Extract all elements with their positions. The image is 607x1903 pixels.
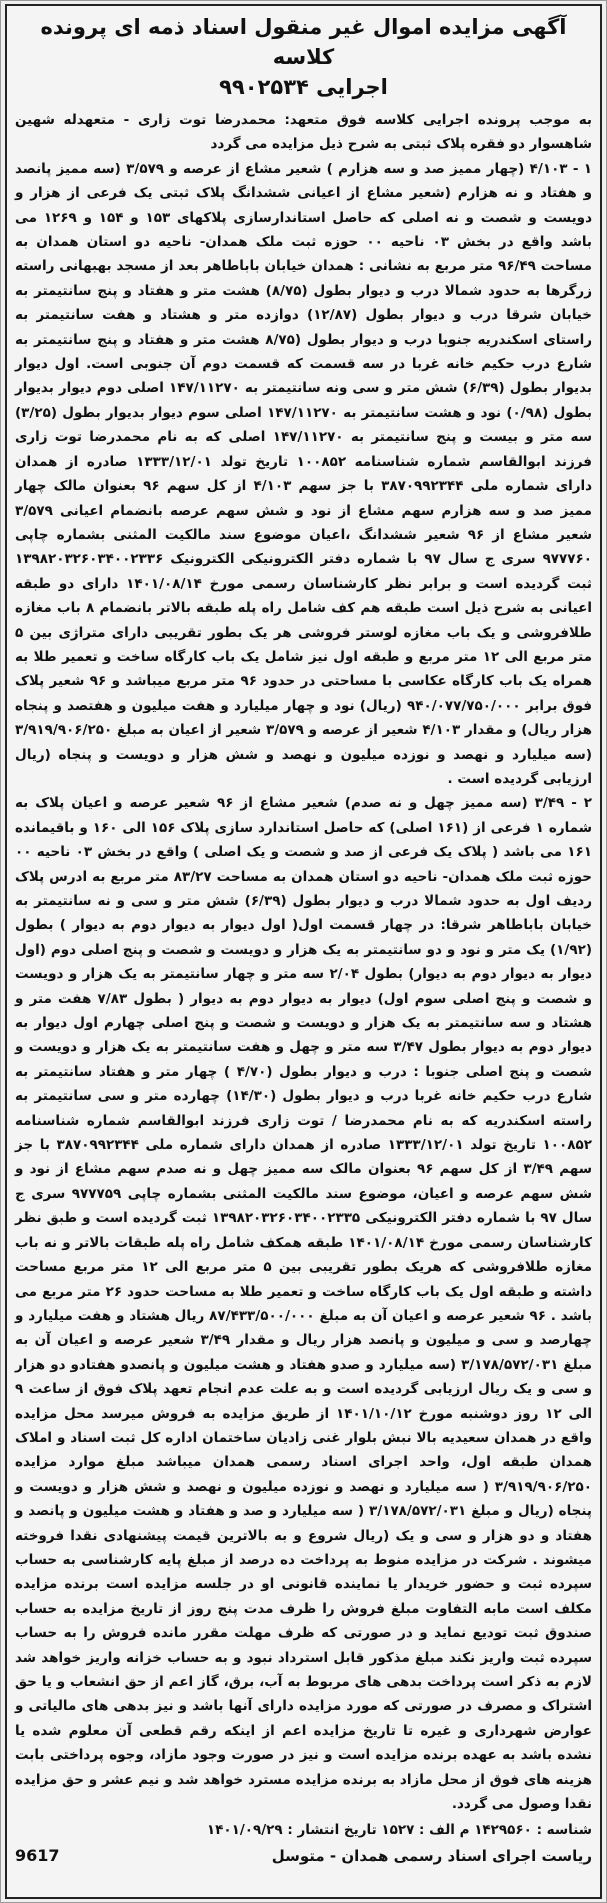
title-line-1: آگهی مزایده اموال غیر منقول اسناد ذمه ای پرونده کلاسه [40, 15, 567, 69]
signature: ریاست اجرای اسناد رسمی همدان - متوسل [271, 1846, 592, 1865]
auction-notice [5, 4, 602, 1899]
notice-body [15, 108, 592, 1816]
notice-title [15, 12, 592, 102]
clipping-code: 9617 [15, 1845, 60, 1865]
property-1-paragraph: ۱ - ۴/۱۰۳ (چهار ممیز صد و سه هزارم ) شعیر مشاع از عرصه و ۳/۵۷۹ (سه ممیز پانصد و هفتاد و نه هزارم (شعیر مشاع از اعیانی ششدانگ پلاک ثبتی یک فرعی از هزار و دویست و شصت و نه اصلی که حاصل استاندارسازی پلاکهای ۱۵۳ و ۱۵۴ و ۱۲۶۹ می باشد واقع در بخش ۰۳ ناحیه ۰۰ حوزه ثبت ملک همدان- ناحیه دو استان همدان به مساحت ۹۶/۴۹ متر مربع به نشانی : همدان خیابان باباطاهر بعد از مسجد بهبهانی راسته زرگرها به حدود شمالا درب و دیوار بطول (۸/۷۵) هشت متر و هفتاد و پنج سانتیمتر به خیابان شرقا درب و دیوار بطول (۱۲/۸۷) دوازده متر و هشتاد و هفت سانتیمتر به راستای اسکندریه جنوبا درب و دیوار بطول (۸/۷۵ هشت متر و هفتاد و پنج سانتیمتر به شارع درب حکیم خانه غربا در سه قسمت که قسمت دوم آن جنوبی است. اول دیوار بدیوار بطول (۶/۳۹) شش متر و سی ونه سانتیمتر به ۱۴۷/۱۱۲۷۰ اصلی دوم دیوار بدیوار بطول (۰/۹۸) نود و هشت سانتیمتر به ۱۴۷/۱۱۲۷۰ اصلی سوم دیوار بدیوار بطول (۳/۲۵) سه متر و بیست و پنج سانتیمتر به ۱۴۷/۱۱۲۷۰ اصلی که به نام محمدرضا توت زاری فرزند ابوالقاسم شماره شناسنامه ۱۰۰۸۵۲ تاریخ تولد ۱۳۳۳/۱۲/۰۱ صادره از همدان دارای شماره ملی ۳۸۷۰۹۹۲۳۴۴ با جز سهم ۴/۱۰۳ از کل سهم ۹۶ بعنوان مالک چهار ممیز صد و سه هزارم سهم مشاع از نود و شش سهم عرصه بانضمام اعیانی ۳/۵۷۹ شعیر مشاع از ۹۶ شعیر ششدانگ ،اعیان موضوع سند مالکیت المثنی بشماره چاپی ۹۷۷۷۶۰ سری ج سال ۹۷ با شماره دفتر الکترونیکی الکترونیک ۱۳۹۸۲۰۳۲۶۰۳۴۰۰۲۳۳۶ ثبت گردیده است و برابر نظر کارشناسان رسمی مورخ ۱۴۰۱/۰۸/۱۴ دارای دو طبقه اعیانی به شرح ذیل است طبقه هم کف شامل راه پله طبقه بالاتر بانضمام ۸ باب مغازه طلافروشی و یک باب مغازه لوستر فروشی هر یک بطور تقریبی دارای متراژی بین ۵ متر مربع الی ۱۲ متر مربع و طبقه اول نیز شامل یک باب کارگاه ساخت و تعمیر طلا به همراه یک باب کارگاه عکاسی با مساحتی در حدود ۹۶ متر مربع میباشد و ۹۶ شعیر پلاک فوق برابر ۹۴۰/۰۷۷/۷۵۰/۰۰۰ (ریال) نود و چهار میلیارد و هفت میلیون و هفتصد و پنجاه هزار ریال) و مقدار ۴/۱۰۳ شعیر از عرصه و ۳/۵۷۹ شعیر از اعیان به مبلغ ۳/۹۱۹/۹۰۶/۲۵۰ (سه میلیارد و نهصد و نوزده میلیون و نهصد و شش هزار و دویست و پنجاه (ریال ارزیابی گردیده است . [15, 160, 593, 787]
title-line-2: اجرایی ۹۹۰۲۵۳۴ [219, 75, 388, 99]
intro-paragraph: به موجب پرونده اجرایی کلاسه فوق متعهد: محمدرضا توت زاری - متعهدله شهین شاهسوار دو فقره پلاک ثبتی به شرح ذیل مزایده می گردد [15, 112, 592, 153]
notice-footer [15, 1818, 592, 1868]
signature-row [15, 1843, 592, 1869]
property-2-paragraph: ۲ - ۳/۴۹ (سه ممیز چهل و نه صدم) شعیر مشاع از ۹۶ شعیر عرصه و اعیان پلاک به شماره ۱ فرعی از (۱۶۱ اصلی) که حاصل استاندارد سازی پلاک ۱۵۶ الی ۱۶۰ و باقیمانده ۱۶۱ می باشد ( پلاک یک فرعی از صد و شصت و یک اصلی ) واقع در بخش ۰۳ ناحیه ۰۰ حوزه ثبت ملک همدان- ناحیه دو استان همدان به مساحت ۸۳/۲۷ متر مربع به ادرس پلاک ردیف اول به حدود شمالا درب و دیوار بطول (۶/۳۹) شش متر و سی و نه سانتیمتر به خیابان باباطاهر شرقا: در چهار قسمت اول( اول دیوار به دیوار دوم به دیوار ) بطول (۱/۹۲) یک متر و نود و دو سانتیمتر به یک هزار و دویست و شصت و پنج اصلی دوم (اول دیوار به دیوار دوم به دیوار) بطول ۲/۰۴ سه متر و چهار سانتیمتر به یک هزار و دویست و شصت و پنج اصلی سوم اول) دیوار به دیوار دوم به دیوار ( بطول ۷/۸۳ هفت متر و هشتاد و سه سانتیمتر به یک هزار و دویست و شصت و پنج اصلی چهارم اول دیوار به دیوار دوم به دیوار بطول ۳/۴۷ سه متر و چهل و هفت سانتیمتر به یک هزار و دویست و شصت و پنج اصلی جنوبا : درب و دیوار بطول (۴/۷۰ ) چهار متر و هفتاد سانتیمتر به شارع درب حکیم خانه غربا درب و دیوار بطول (۱۴/۳۰) چهارده متر و سی سانتیمتر به راسته اسکندریه که به نام محمدرضا / توت زاری فرزند ابوالقاسم شماره شناسنامه ۱۰۰۸۵۲ تاریخ تولد ۱۳۳۳/۱۲/۰۱ صادره از همدان دارای شماره ملی ۳۸۷۰۹۹۲۳۴۴ با جز سهم ۳/۴۹ از کل سهم ۹۶ بعنوان مالک سه ممیز چهل و نه صدم سهم مشاع از نود و شش سهم عرصه و اعیان، موضوع سند مالکیت المثنی بشماره چاپی ۹۷۷۷۵۹ سری ج سال ۹۷ با شماره دفتر الکترونیکی ۱۳۹۸۲۰۳۲۶۰۳۴۰۰۲۳۳۵ ثبت گردیده است و طبق نظر کارشناسان رسمی مورخ ۱۴۰۱/۰۸/۱۴ طبقه همکف شامل راه پله طبقات بالاتر و نه باب مغازه طلافروشی که هریک بطور تقریبی بین ۵ متر مربع الی ۱۲ متر مربع مساحت داشته و طبقه اول یک باب کارگاه ساخت و تعمیر طلا به مساحت حدود ۲۶ متر مربع می باشد . ۹۶ شعیر عرصه و اعیان آن به مبلغ ۸۷/۴۳۳/۵۰۰/۰۰۰ ریال هشتاد و هفت میلیارد و چهارصد و سی و میلیون و پانصد هزار ریال و مقدار ۳/۴۹ شعیر عرصه و اعیان آن به مبلغ ۳/۱۷۸/۵۷۲/۰۳۱ (سه میلیارد و صدو هفتاد و هشت میلیون و پانصدو هفتادو دو هزار و سی و یک ریال ارزیابی گردیده است و به علت عدم انجام تعهد پلاک فوق از ساعت ۹ الی ۱۲ روز دوشنبه مورخ ۱۴۰۱/۱۰/۱۲ از طریق مزایده به فروش میرسد محل مزایده واقع در همدان سعیدیه بالا نبش بلوار غنی زادیان ساختمان اداره کل ثبت اسناد و املاک همدان طبقه اول، واحد اجرای اسناد رسمی همدان میباشد مبلغ موارد مزایده ۳/۹۱۹/۹۰۶/۲۵۰ ( سه میلیارد و نهصد و نوزده میلیون و نهصد و شش هزار و دویست و پنجاه (ریال و مبلغ ۳/۱۷۸/۵۷۲/۰۳۱ ( سه میلیارد و صد و هفتاد و هشت میلیون و پانصد و هفتاد و دو هزار و سی و یک (ریال شروع و به بالاترین قیمت پیشنهادی نقدا فروخته میشوند . شرکت در مزایده منوط به پرداخت ده درصد از مبلغ پایه کارشناسی به حساب سپرده ثبت و حضور خریدار یا نماینده قانونی او در جلسه مزایده است برنده مزایده مکلف است مابه التفاوت مبلغ فروش را ظرف مدت پنج روز از تاریخ مزایده به حساب صندوق ثبت تودیع نماید و در صورتی که ظرف مهلت مقرر مانده فروش را به حساب سپرده ثبت واریز نکند مبلغ مذکور قابل استرداد نبود و به حساب خزانه واریز خواهد شد لازم به ذکر است پرداخت بدهی های مربوط به آب، برق، گاز اعم از حق انشعاب و یا حق اشتراک و مصرف در صورتی که مورد مزایده دارای آنها باشد و نیز بدهی های مالیاتی و عوارض شهرداری و غیره تا تاریخ مزایده اعم از اینکه رقم قطعی آن معلوم شده یا نشده باشد به عهده برنده مزایده است و نیز در صورت وجود مازاد، وجوه پرداختی بابت هزینه های فوق از محل مازاد به برنده مزایده مسترد خواهد شد و نیم عشر و حق مزایده نقدا وصول می گردد. [15, 795, 593, 1813]
publication-meta: شناسه : ۱۴۲۹۵۶۰ م الف : ۱۵۲۷ تاریخ انتشار : ۱۴۰۱/۰۹/۲۹ [206, 1822, 592, 1839]
